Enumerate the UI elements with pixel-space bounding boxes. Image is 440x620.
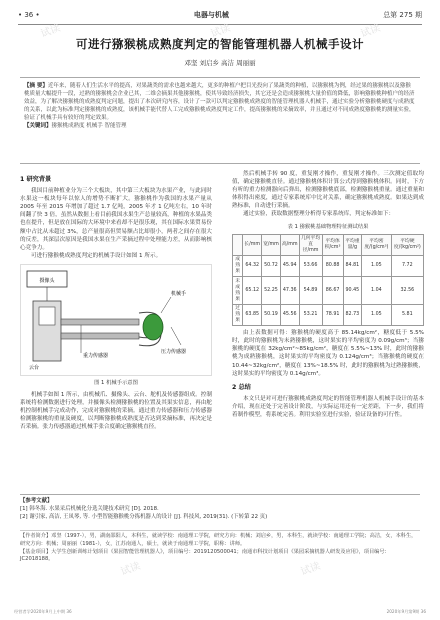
watermark: 试读 <box>119 560 142 578</box>
table-cell: 52.25 <box>262 277 281 304</box>
watermark: 试读 <box>39 22 62 40</box>
table-cell: 成熟果 <box>233 256 243 277</box>
table-header-cell: 高/mm <box>280 234 299 255</box>
paragraph: 由上表数据可得：猕猴桃的硬度高于 85.14kg/cm²，糖度低于 5.5% 时，此时的猕猴桃为未熟猕猴桃，这时果实的平均密度为 0.09g/cm³；当猕猴桃的硬度在 32kg/cm²~85kg/cm²，糖度在 5.5%~13% 时，此时的猕猴桃为成熟猕猴桃，这时果实的平均密度为 0.124g/cm³；当猕猴桃的硬度在 10.44~32kg/cm²，糖度在 13%~18.5% 时，此时的猕猴桃为过熟猕猴桃，这时果实的平均密度为 0.14g/cm³。 <box>232 330 424 377</box>
watermark: 试读 <box>209 22 232 40</box>
paragraph: 机械手如图 1 所示，由机械爪、摄像头、云台、舵机及传感器组成。控制系统将检测数据进行处理，并摄像头检测猕猴桃的位置及其果实信息，再由舵机控制机械手完成动作，完成对猕猴桃的采摘。通过重力传感器和压力传感器检测猕猴桃的重量及硬度，以判断猕猴桃成熟度是否达到采摘标准，再决定是否采摘。张力传感器通过机械手张合度确定猕猴桃直径。 <box>20 392 212 431</box>
page-footer <box>14 609 426 617</box>
table-header-cell: 宽/mm <box>262 234 281 255</box>
table-cell: 45.94 <box>280 256 299 277</box>
figure-caption: 图 1 机械手示意图 <box>94 379 138 386</box>
table-header-cell: 长/mm <box>243 234 262 255</box>
authors: 邓坚 刘启乡 高洁 周丽丽 <box>184 59 256 67</box>
table-cell: 50.19 <box>262 304 281 325</box>
table-header-cell <box>233 234 243 255</box>
table-row <box>233 304 424 325</box>
keywords-label: 【关键词】 <box>24 123 52 130</box>
abstract <box>20 77 420 164</box>
table-header-cell: 平均硬度/(kg/cm²) <box>391 234 423 255</box>
kiwi-fruit-icon <box>143 314 163 340</box>
section-heading-1: 1 研究背景 <box>20 176 52 183</box>
paragraph: 我国目前种植业分为三个大板块，其中第三大板块为水果产业，与此同时水果这一板块每年以惊人的增势不断扩大。猕猴桃作为我国的水果产量从 2005 年至 2015 年增加了超过 1.7 亿吨，2005 年才 1 亿吨左右，10 年时间翻了快 3 倍，虽然从数据上看目前我国水果生产总量较高，种植的水果品类也在提升，但是放在国际的大环境中来看却不是很乐观，其在国际水果贸易份额中占比从未超过 3%，总产量很高但贸易额占比却很小，两者之间存在很大的反差，其深层次原因是我国水果在生产采摘过程中处理能力差，从而影响核心竞争力。 <box>20 188 212 251</box>
label-gimbal: 云台 <box>29 364 40 371</box>
references-label: 【参考文献】 <box>20 498 53 504</box>
table-cell: 过熟果 <box>233 304 243 325</box>
table-cell: 未成熟果 <box>233 277 243 304</box>
table-cell: 65.12 <box>243 277 262 304</box>
author-bio: 【作者简介】邓坚（1997-），男，湖南邵阳人，本科生，就读学校：南通理工学院，研究方向：机械；刘启乡，男，本科生，就读学校：南通理工学院；高洁，女，本科生，研究方向：机械；周丽丽（1981-），女，江苏南通人，硕士，就读于南通理工学院，职称：讲师。 <box>20 533 417 547</box>
table-cell: 47.36 <box>280 277 299 304</box>
table-cell: 53.21 <box>299 304 322 325</box>
table-header-cell: 平均密度/(g/cm³) <box>362 234 392 255</box>
table-cell: 45.56 <box>280 304 299 325</box>
table-header-cell: 平均重量/g <box>343 234 361 255</box>
table-cell: 84.81 <box>343 256 361 277</box>
journal-name: 电器与机械 <box>193 11 229 19</box>
table-cell: 64.32 <box>243 256 262 277</box>
paper-title: 可进行猕猴桃成熟度判定的智能管理机器人机械手设计 <box>76 37 364 51</box>
paragraph: 然后机械手转 90 度，重复刚才操作，重复刚才操作。三次测定值取均值，确定猕猴桃直径。通过猕猴桃体积计算公式得到猕猴桃体积。同时，下方有听的重力检测器向后弹出，检测猕猴桃底部，检测猕猴桃重量。通过重量和体积得出密度，通过专家系统库中比对关系，确定猕猴桃成熟度。如果达到成熟标准，自动进行采摘。 <box>232 171 424 210</box>
watermark: 试读 <box>359 22 382 40</box>
table-cell: 82.73 <box>343 304 361 325</box>
table-cell: 63.85 <box>243 304 262 325</box>
abstract-text: 近年来，随着人们生活水平的提高，对果蔬类的需求也越来越大，更多的种植户把目光投向了果蔬类的种植，以猕猴桃为例，经过果的猕猴桃以及猕猴桃质量大幅提升一段，过熟的猕猴桃会企业已其，二维会摘果其他猕猴桃，使其导致经济损失，其它还是会造成猕猴桃大量价值的降低，影响猕猴桃种植户的经济效益，为了解决猕猴桃的成熟度判定问题，提出了本次研究内容，设计了一款可以判定猕猴桃成熟度的智能管理机器人机械手，通过实验分析猕猴桃硬度与成熟度的关系，以此为标准判定猕猴桃的成熟度，该机械手能代替人工完成猕猴桃成熟度判定工作，提高猕猴桃的采摘效率，并且通过对不同成熟度猕猴桃的测量实验，验证了机械手具有较好的判定效果。 <box>24 83 415 122</box>
table-cell: 53.66 <box>299 256 322 277</box>
footer-left: 经营者学2020年9月上中期 36 <box>14 609 72 614</box>
data-table <box>232 234 424 327</box>
watermark: 试读 <box>299 560 322 578</box>
table-body <box>233 256 424 326</box>
right-column <box>232 170 424 419</box>
table-cell: 86.67 <box>322 277 343 304</box>
reference-item: [2] 谢引家, 高洁, 王凤琴, 等. 小型智能猕猴桃分拣机器人的设计 [J]. 科技风, 2019(31). (下转第 22 页) <box>20 514 268 520</box>
keywords: 猕猴桃成熟度 机械手 智能管理 <box>51 123 127 130</box>
footnotes <box>20 530 420 564</box>
abstract-label: 【摘 要】 <box>24 83 48 89</box>
table-header-cell: 平均体积/cm³ <box>322 234 343 255</box>
paragraph: 通过实验，获取数据整理分析得专家系统库，判定标准如下： <box>243 211 395 218</box>
paragraph: 可进行猕猴桃成熟度判定的机械手设计如图 1 所示。 <box>31 252 162 259</box>
reference-item: [1] 韩冬海. 水果采后机械化分选关键技术研究 [D]. 2018. <box>20 506 159 512</box>
table-cell: 50.72 <box>262 256 281 277</box>
table-cell: 1.05 <box>362 304 392 325</box>
references <box>20 494 420 521</box>
table-cell: 78.91 <box>322 304 343 325</box>
figure-1 <box>20 264 212 376</box>
manipulator-diagram <box>21 265 211 375</box>
table-cell: 80.88 <box>322 256 343 277</box>
table-cell: 5.81 <box>391 304 423 325</box>
label-manipulator: 机械手 <box>171 290 187 297</box>
table-cell: 1.04 <box>362 277 392 304</box>
footer-right: 2020年9月第9期 36 <box>386 609 426 614</box>
label-gravity-sensor: 重力传感器 <box>83 352 109 359</box>
section-heading-2: 2 总结 <box>232 383 251 391</box>
page-number: • 36 • <box>18 11 40 19</box>
label-camera: 摄像头 <box>39 277 55 284</box>
left-column <box>20 170 212 432</box>
table-cell: 1.05 <box>362 256 392 277</box>
table-header-cell: 几何平均直径/mm <box>299 234 322 255</box>
issue-number: 总第 275 期 <box>383 11 422 19</box>
table-caption: 表 1 猕猴桃基础物理特征测试结果 <box>287 223 369 230</box>
label-pressure-sensor: 压力传感器 <box>161 348 187 355</box>
fund-info: 【基金项目】大学生创新训练计划项目《果园智能管理机器人》，项目编号：2019120500041；南通市科技计划项目《果园采摘机器人研发及应用》，项目编号：JC2018188。 <box>20 548 390 563</box>
table-row <box>233 256 424 277</box>
paragraph: 本文只是对可进行猕猴桃成熟度判定的智能管理机器人机械手设计的基本介绍，现在还处于完善设计阶段，与实际运用还有一定差距，下一步，我们将着制作模型，将系统完善。利用实验室进行实验，验证设备的可行性。 <box>232 395 424 418</box>
table-cell: 32.56 <box>391 277 423 304</box>
table-row <box>233 277 424 304</box>
table-header-row <box>233 234 424 255</box>
table-cell: 90.45 <box>343 277 361 304</box>
table-cell: 7.72 <box>391 256 423 277</box>
table-cell: 54.89 <box>299 277 322 304</box>
